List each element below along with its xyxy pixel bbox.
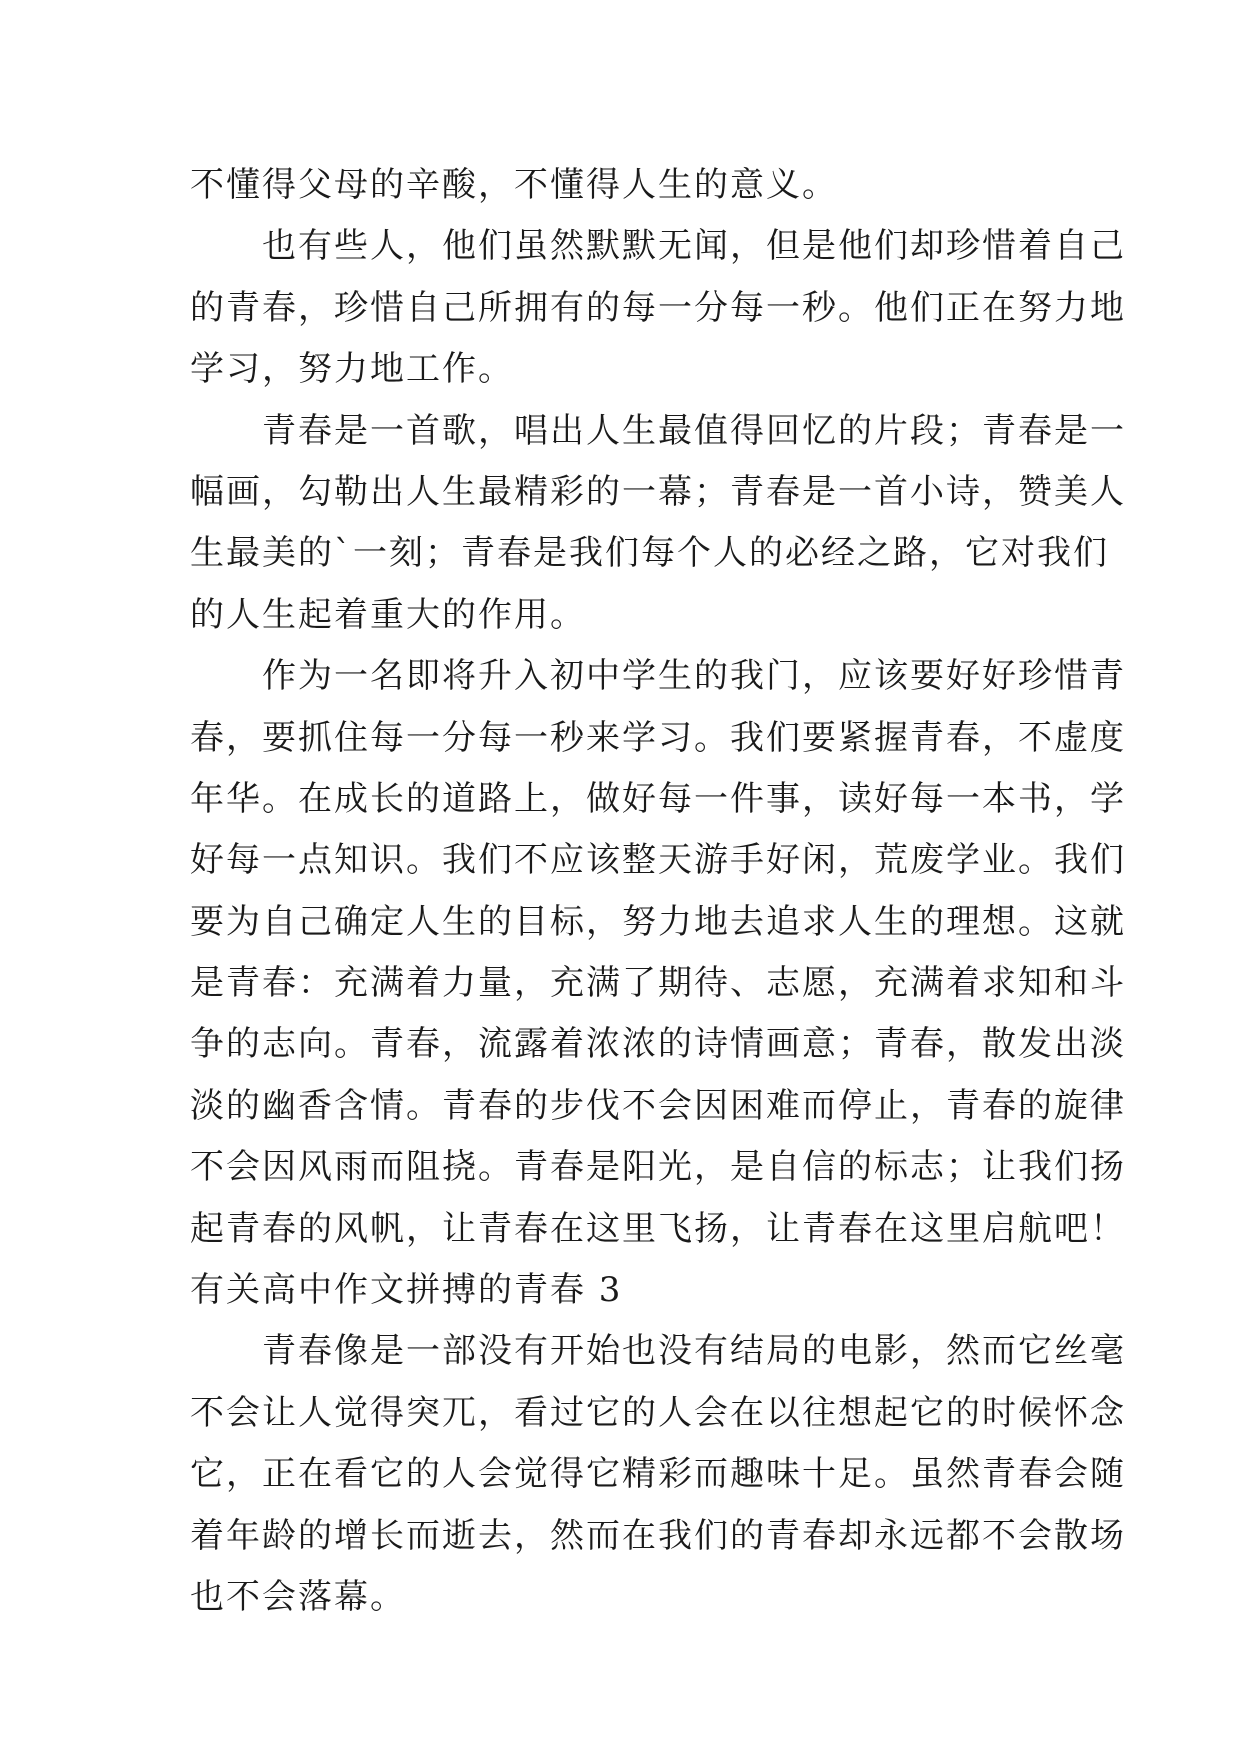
paragraph-first-line: 作为一名即将升入初中学生的我门，应该要好好珍惜青 bbox=[262, 656, 1126, 697]
paragraph-first-line: 青春是一首歌，唱出人生最值得回忆的片段；青春是一 bbox=[262, 410, 1126, 451]
text-line: 学习，努力地工作。 bbox=[190, 349, 514, 390]
text-line: 好每一点知识。我们不应该整天游手好闲，荒废学业。我们 bbox=[190, 840, 1126, 881]
text-line: 年华。在成长的道路上，做好每一件事，读好每一本书，学 bbox=[190, 778, 1126, 819]
section-heading: 有关高中作文拼搏的青春 3 bbox=[190, 1270, 623, 1311]
paragraph-first-line: 也有些人，他们虽然默默无闻，但是他们却珍惜着自己 bbox=[262, 226, 1126, 267]
text-line: 幅画，勾勒出人生最精彩的一幕；青春是一首小诗，赞美人 bbox=[190, 471, 1126, 512]
text-line: 争的志向。青春，流露着浓浓的诗情画意；青春，散发出淡 bbox=[190, 1024, 1126, 1065]
text-line: 淡的幽香含情。青春的步伐不会因困难而停止，青春的旋律 bbox=[190, 1085, 1126, 1126]
paragraph-first-line: 青春像是一部没有开始也没有结局的电影，然而它丝毫 bbox=[262, 1331, 1126, 1372]
text-line: 起青春的风帆，让青春在这里飞扬，让青春在这里启航吧！ bbox=[190, 1208, 1126, 1249]
text-line: 不会让人觉得突兀，看过它的人会在以往想起它的时候怀念 bbox=[190, 1392, 1126, 1433]
text-line: 着年龄的增长而逝去，然而在我们的青春却永远都不会散场 bbox=[190, 1515, 1126, 1556]
document-body bbox=[190, 155, 1126, 1628]
text-line: 的人生起着重大的作用。 bbox=[190, 594, 586, 635]
text-line: 的青春，珍惜自己所拥有的每一分每一秒。他们正在努力地 bbox=[190, 287, 1126, 328]
text-line: 生最美的`一刻；青春是我们每个人的必经之路，它对我们 bbox=[190, 533, 1109, 574]
text-line: 要为自己确定人生的目标，努力地去追求人生的理想。这就 bbox=[190, 901, 1126, 942]
text-line: 不会因风雨而阻挠。青春是阳光，是自信的标志；让我们扬 bbox=[190, 1147, 1126, 1188]
text-line: 它，正在看它的人会觉得它精彩而趣味十足。虽然青春会随 bbox=[190, 1454, 1126, 1495]
text-line: 春，要抓住每一分每一秒来学习。我们要紧握青春，不虚度 bbox=[190, 717, 1126, 758]
text-line: 不懂得父母的辛酸，不懂得人生的意义。 bbox=[190, 165, 838, 205]
text-line: 也不会落幕。 bbox=[190, 1576, 406, 1617]
text-line: 是青春：充满着力量，充满了期待、志愿，充满着求知和斗 bbox=[190, 963, 1126, 1004]
